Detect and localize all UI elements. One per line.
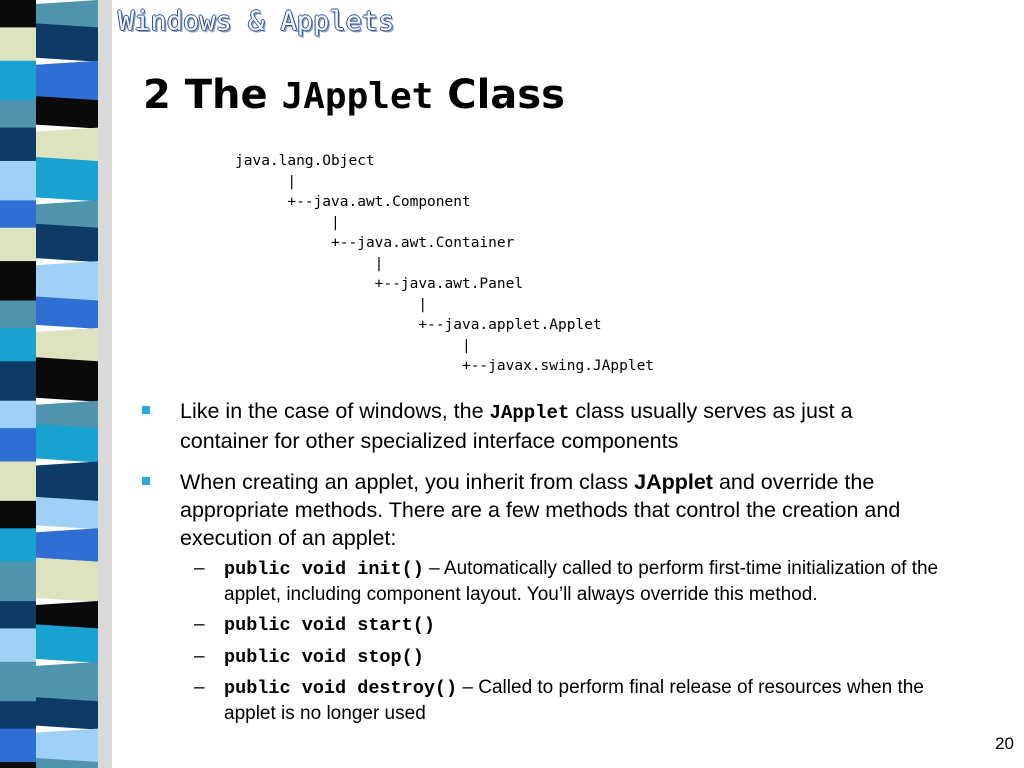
sidebar-stripe-left — [0, 601, 36, 629]
sidebar-stripe-left — [0, 228, 36, 262]
method-item — [180, 676, 942, 726]
sidebar-stripe — [36, 497, 98, 529]
sidebar-stripe-left — [0, 729, 36, 763]
method-signature: public void init() — [224, 559, 424, 580]
sidebar-stripe-left — [0, 428, 36, 462]
sidebar-stripe-left — [0, 261, 36, 301]
bold-class-name: JApplet — [634, 470, 713, 494]
section-header: Windows & Applets — [118, 6, 395, 37]
bullet-text: and override the appropriate methods. There are a few methods that control the creation and execution of an applet: — [180, 470, 901, 550]
method-signature: public void destroy() — [224, 678, 458, 699]
sidebar-stripe — [36, 697, 98, 729]
method-list — [180, 557, 942, 726]
sidebar-stripe — [36, 624, 98, 662]
sidebar-stripe-left — [0, 128, 36, 162]
sidebar-stripe-left — [0, 27, 36, 61]
bullet-text: Like in the case of windows, the — [180, 399, 490, 423]
sidebar-stripe-left — [0, 461, 36, 501]
method-signature: public void start() — [224, 615, 435, 636]
decorative-sidebar — [0, 0, 112, 768]
sidebar-stripe-left — [0, 528, 36, 562]
sidebar-stripe-left — [0, 562, 36, 602]
dash-bullet: – — [194, 614, 205, 635]
sidebar-stripe-left — [0, 328, 36, 362]
method-item — [180, 645, 942, 671]
sidebar-stripe-left — [0, 401, 36, 429]
sidebar-stripe — [36, 558, 98, 602]
sidebar-stripe — [36, 96, 98, 128]
method-item — [180, 613, 942, 639]
dash-bullet: – — [194, 677, 205, 698]
bullet-list — [142, 397, 942, 739]
dash-bullet: – — [194, 645, 205, 667]
sidebar-stripe-left — [0, 61, 36, 101]
class-hierarchy: java.lang.Object | +--java.awt.Component | +--java.awt.Container | +--java.awt.Panel | +--java.applet.Applet | +--javax.swing.JApplet — [235, 153, 655, 374]
sidebar-stripe-left — [0, 701, 36, 729]
sidebar-stripe — [36, 224, 98, 262]
title-suffix: Class — [433, 72, 565, 118]
title-code: JApplet — [281, 76, 434, 117]
bullet-text: class usually serves as just a container for other specialized interface components — [180, 399, 853, 453]
bullet-text: When creating an applet, you inherit from class — [180, 470, 635, 494]
method-description: – Automatically called to perform first-time initialization of the applet, including component layout. You’ll always override this method. — [224, 558, 939, 605]
inline-code: JApplet — [489, 402, 570, 424]
sidebar-stripe-left — [0, 662, 36, 702]
sidebar-stripe-left — [0, 361, 36, 401]
sidebar-stripe-left — [0, 200, 36, 228]
sidebar-stripe-left — [0, 161, 36, 201]
title-prefix: 2 The — [143, 72, 282, 118]
sidebar-stripe-left — [0, 762, 36, 768]
square-bullet-icon — [142, 406, 150, 414]
sidebar-stripe-left — [0, 628, 36, 662]
sidebar-stripe-left — [0, 501, 36, 529]
sidebar-stripe — [36, 297, 98, 329]
sidebar-stripe — [36, 157, 98, 201]
sidebar-stripe — [36, 424, 98, 462]
sidebar-shadow — [98, 0, 112, 768]
method-signature: public void stop() — [224, 646, 424, 668]
bullet-item — [142, 397, 942, 455]
page-number: 20 — [995, 734, 1014, 753]
slide-title — [143, 72, 565, 118]
sidebar-stripe-left — [0, 301, 36, 329]
square-bullet-icon — [142, 477, 150, 485]
bullet-item — [142, 468, 942, 726]
sidebar-stripe-left — [0, 0, 36, 28]
method-item — [180, 557, 942, 607]
sidebar-stripe — [36, 23, 98, 61]
method-description: – Called to perform final release of resources when the applet is no longer used — [224, 677, 924, 724]
sidebar-stripe — [36, 357, 98, 401]
dash-bullet: – — [194, 558, 205, 579]
sidebar-stripe-left — [0, 100, 36, 128]
